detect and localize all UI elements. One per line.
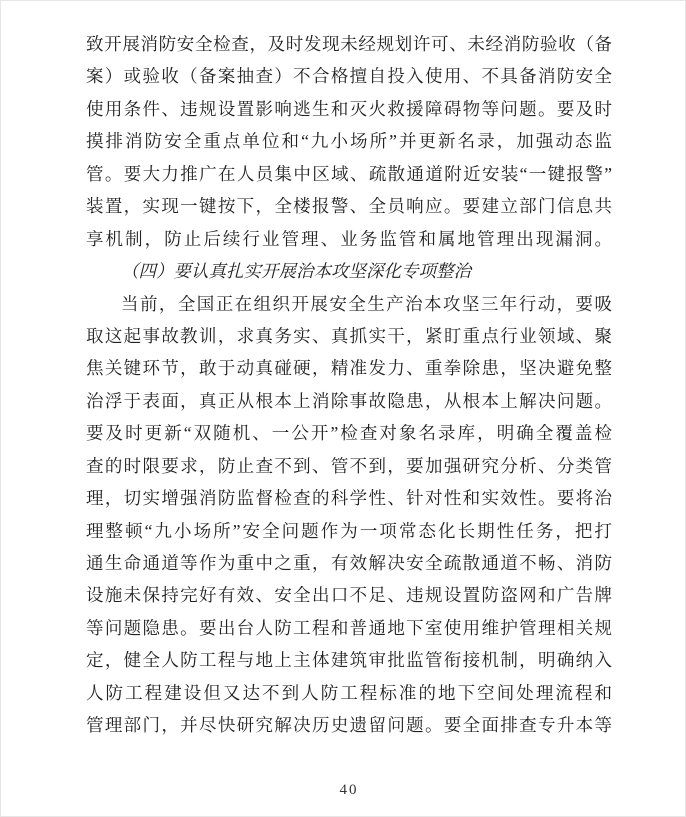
text-line: 等问题隐患。要出台人防工程和普通地下室使用维护管理相关规 [86,617,612,638]
text-line: 取这起事故教训，求真务实、真抓实干，紧盯重点行业领域、聚 [86,325,612,346]
text-line: 管。要大力推广在人员集中区域、疏散通道附近安装“一键报警” [86,163,612,184]
text-line: 查的时限要求，防止查不到、管不到，要加强研究分析、分类管 [86,455,612,476]
text-line: 通生命通道等作为重中之重，有效解决安全疏散通道不畅、消防 [86,553,612,573]
text-line: 致开展消防安全检查，及时发现未经规划许可、未经消防验收（备 [86,34,612,54]
text-line: 摸排消防安全重点单位和“九小场所”并更新名录，加强动态监 [86,131,612,152]
text-line: 当前，全国正在组织开展安全生产治本攻坚三年行动，要吸 [121,293,612,314]
text-line: 设施未保持完好有效、安全出口不足、违规设置防盗网和广告牌 [86,585,612,606]
section-heading: （四）要认真扎实开展治本攻坚深化专项整治 [121,261,471,282]
text-line: 使用条件、违规设置影响逃生和灭火救援障碍物等问题。要及时 [86,98,612,119]
text-line: 案）或验收（备案抽查）不合格擅自投入使用、不具备消防安全 [86,66,612,87]
page-number: 40 [339,782,359,798]
text-line: 管理部门，并尽快研究解决历史遗留问题。要全面排查专升本等 [86,715,612,736]
text-line: 理，切实增强消防监督检查的科学性、针对性和实效性。要将治 [86,488,612,509]
text-line: 焦关键环节，敢于动真碰硬，精准发力、重拳除患，坚决避免整 [86,358,612,379]
text-line: 要及时更新“双随机、一公开”检查对象名录库，明确全覆盖检 [86,423,612,444]
text-line: 享机制，防止后续行业管理、业务监管和属地管理出现漏洞。 [86,228,612,249]
text-line: 理整顿“九小场所”安全问题作为一项常态化长期性任务，把打 [86,520,612,541]
text-line: 治浮于表面，真正从根本上消除事故隐患，从根本上解决问题。 [86,390,612,411]
text-line: 装置，实现一键按下，全楼报警、全员响应。要建立部门信息共 [86,196,612,217]
text-line: 定，健全人防工程与地上主体建筑审批监管衔接机制，明确纳入 [86,650,612,671]
document-body [86,28,612,742]
text-line: 人防工程建设但又达不到人防工程标准的地下空间处理流程和 [86,682,612,703]
